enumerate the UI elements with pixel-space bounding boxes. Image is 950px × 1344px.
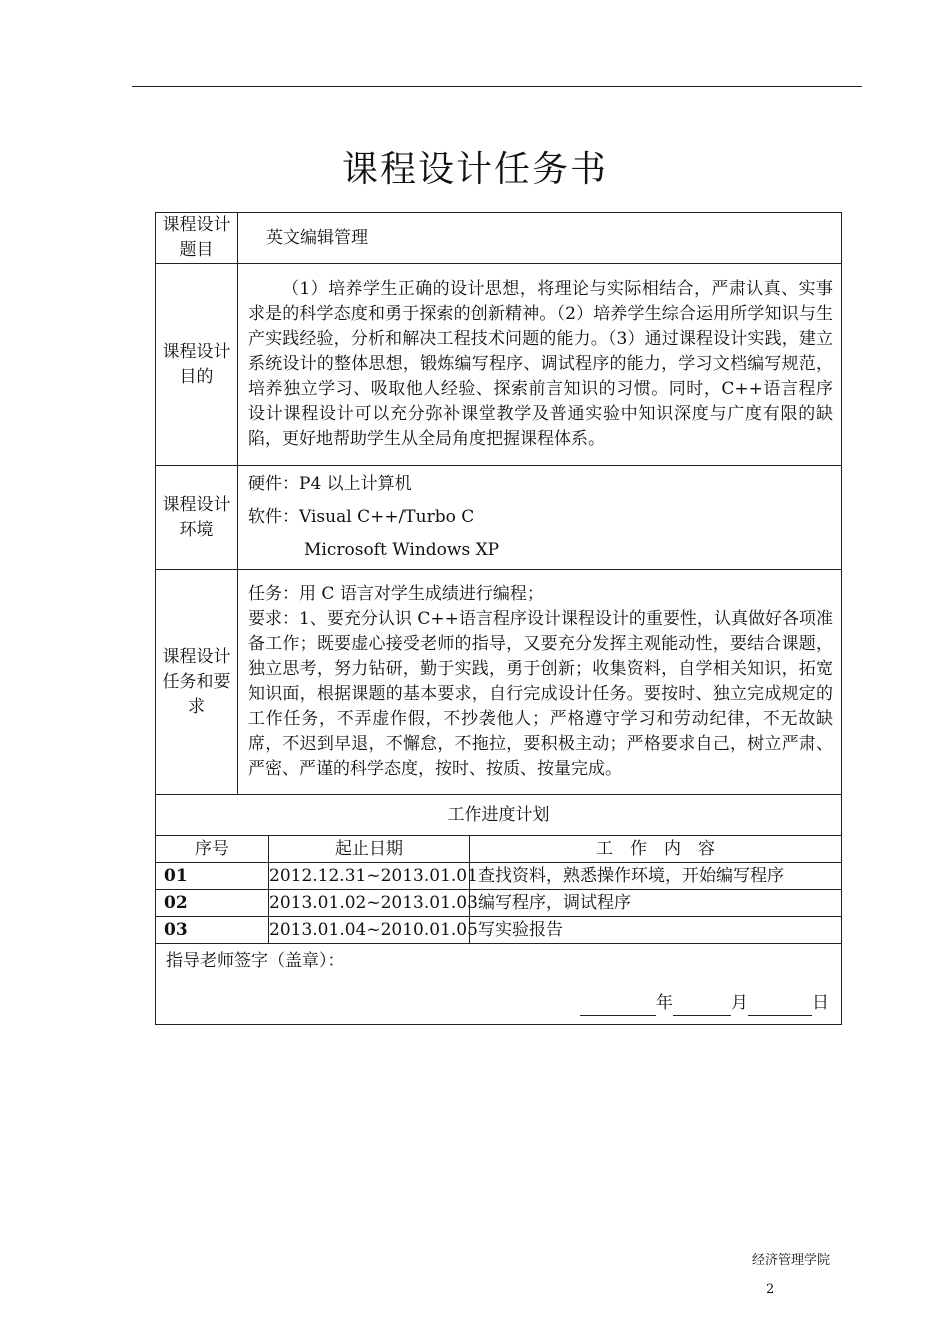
schedule-row (156, 890, 842, 917)
environment-row (156, 466, 842, 570)
row-content: 写实验报告 (470, 917, 842, 944)
row-content: 查找资料，熟悉操作环境，开始编写程序 (470, 863, 842, 890)
purpose-label: 课程设计目的 (156, 264, 238, 466)
software-text: 软件：Visual C++/Turbo C (248, 507, 475, 527)
requirements-label: 课程设计任务和要求 (156, 570, 238, 795)
task-table (155, 212, 841, 1025)
task-text: 任务：用 C 语言对学生成绩进行编程； (248, 584, 544, 604)
year-label: 年 (656, 993, 674, 1013)
row-dates: 2012.12.31~2013.01.01 (269, 863, 470, 890)
requirements-content (238, 570, 842, 795)
row-content: 编写程序，调试程序 (470, 890, 842, 917)
row-no: 03 (156, 917, 269, 944)
signature-cell (156, 944, 842, 1025)
topic-value: 英文编辑管理 (238, 213, 842, 264)
row-no: 02 (156, 890, 269, 917)
date-line (580, 990, 829, 1016)
page-number: 2 (766, 1282, 775, 1297)
signature-label: 指导老师签字（盖章）： (166, 951, 345, 971)
day-label: 日 (812, 993, 830, 1013)
schedule-table (155, 794, 842, 1025)
footer-school: 经济管理学院 (751, 1253, 830, 1268)
purpose-text: （1）培养学生正确的设计思想，将理论与实际相结合，严肃认真、实事求是的科学态度和勇于探索的创新精神。（2）培养学生综合运用所学知识与生产实践经验，分析和解决工程技术问题的能力。（3）通过课程设计实践，建立系统设计的整体思想，锻炼编写程序、调试程序的能力，学习文档编写规范，培养独立学习、吸取他人经验、探索前言知识的习惯。同时，C++语言程序设计课程设计可以充分弥补课堂教学及普通实验中知识深度与广度有限的缺陷，更好地帮助学生从全局角度把握课程体系。 (238, 264, 842, 466)
row-dates: 2013.01.04~2010.01.05 (269, 917, 470, 944)
col-header-content: 工 作 内 容 (470, 836, 842, 863)
schedule-title: 工作进度计划 (156, 795, 842, 836)
schedule-row (156, 863, 842, 890)
topic-label: 课程设计题目 (156, 213, 238, 264)
purpose-row (156, 264, 842, 466)
os-text: Microsoft Windows XP (304, 540, 500, 560)
topic-row (156, 213, 842, 264)
signature-row (156, 944, 842, 1025)
environment-label: 课程设计环境 (156, 466, 238, 570)
requirements-row (156, 570, 842, 795)
row-dates: 2013.01.02~2013.01.03 (269, 890, 470, 917)
col-header-dates: 起止日期 (269, 836, 470, 863)
col-header-no: 序号 (156, 836, 269, 863)
hardware-text: 硬件：P4 以上计算机 (248, 474, 412, 494)
schedule-row (156, 917, 842, 944)
environment-content (238, 466, 842, 570)
row-no: 01 (156, 863, 269, 890)
document-title: 课程设计任务书 (341, 149, 608, 190)
month-blank (673, 997, 731, 1016)
schedule-header-row (156, 836, 842, 863)
day-blank (748, 997, 812, 1016)
header-rule (132, 86, 862, 87)
requirements-text: 要求：1、要充分认识 C++语言程序设计课程设计的重要性，认真做好各项准备工作；既要虚心接受老师的指导，又要充分发挥主观能动性，要结合课题，独立思考，努力钻研，勤于实践，勇于创新；收集资料，自学相关知识，拓宽知识面，根据课题的基本要求，自行完成设计任务。要按时、独立完成规定的工作任务，不弄虚作假，不抄袭他人；严格遵守学习和劳动纪律，不无故缺席，不迟到早退，不懈怠，不拖拉，要积极主动；严格要求自己，树立严肃、严密、严谨的科学态度，按时、按质、按量完成。 (248, 609, 833, 779)
year-blank (580, 997, 656, 1016)
month-label: 月 (731, 993, 749, 1013)
